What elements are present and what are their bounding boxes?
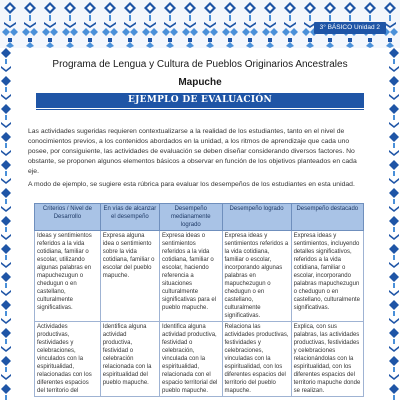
rubric-cell: Expresa ideas y sentimientos, incluyendo detalles significativos, referidos a la vida cotidiana, familiar o escolar, incorporando palabras mapuchezugun o chedugun o en castellano, culturalmente significativas. — [291, 231, 363, 322]
rubric-cell: Ideas y sentimientos referidos a la vida cotidiana, familiar o escolar, utilizando algunas palabras en mapuchezugun o chedugun o en castellano, culturalmente significativas. — [35, 231, 101, 322]
intro-paragraph: Las actividades sugeridas requieren contextualizarse a la realidad de los estudiantes, tanto en el nivel de conocimientos previos, a los contenidos abordados en la unidad, a los ritmos de aprendizaje que cada uno posee, por consiguiente, las actividades de evaluación se deben diseñar considerando diversos factores. No obstante, se proponen algunos elementos básicos a observar en función de los objetivos planteados en cada eje. — [28, 128, 357, 175]
rubric-header-row — [35, 204, 364, 231]
rubric-header-level-4: Desempeño destacado — [291, 204, 363, 231]
rubric-cell: Expresa alguna idea o sentimiento sobre la vida cotidiana, familiar o escolar del pueblo mapuche. — [100, 231, 159, 322]
table-row — [35, 231, 364, 322]
rubric-header-level-3: Desempeño logrado — [222, 204, 291, 231]
left-pattern-strip — [0, 48, 12, 400]
rubric-cell: Identifica alguna actividad productiva, festividad o celebración relacionada con la espiritualidad del pueblo mapuche. — [100, 322, 159, 397]
rubric-cell: Expresa ideas o sentimientos referidos a la vida cotidiana, familiar o escolar, haciendo referencia a situaciones culturalmente significativas para el pueblo mapuche. — [160, 231, 223, 322]
rubric-header-criteria: Criterios / Nivel de Desarrollo — [35, 204, 101, 231]
unit-badge: 3° BÁSICO Unidad 2 — [314, 22, 386, 34]
rubric-cell: Relaciona las actividades productivas, festividades y celebraciones, vinculadas con la espiritualidad, con los diferentes espacios del territorio del pueblo mapuche. — [222, 322, 291, 397]
rubric-cell: Expresa ideas y sentimientos referidos a la vida cotidiana, familiar o escolar, incorporando algunas palabras en mapuchezugun o chedugun o en castellano, culturalmente significativas. — [222, 231, 291, 322]
section-title-banner: EJEMPLO DE EVALUACIÓN — [36, 93, 364, 108]
table-row — [35, 322, 364, 397]
rubric-cell: Identifica alguna actividad productiva, festividad o celebración, vinculada con la espiritualidad, relacionada con el espacio territorial del pueblo mapuche. — [160, 322, 223, 397]
evaluation-rubric-table — [34, 203, 364, 397]
rubric-header-level-2: Desempeño medianamente logrado — [160, 204, 223, 231]
culture-name: Mapuche — [178, 77, 222, 88]
rubric-cell: Actividades productivas, festividades y celebraciones, vinculados con la espiritualidad, relacionadas con los diferentes espacios del territorio del — [35, 322, 101, 397]
rubric-cell: Explica, con sus palabras, las actividades productivas, festividades y celebraciones relacionándolas con la espiritualidad, con los diferentes espacios del territorio mapuche donde se realizan. — [291, 322, 363, 397]
rubric-header-level-1: En vías de alcanzar el desempeño — [100, 204, 159, 231]
right-pattern-strip — [388, 48, 400, 400]
program-title: Programa de Lengua y Cultura de Pueblos Originarios Ancestrales — [52, 59, 348, 70]
rubric-intro-paragraph: A modo de ejemplo, se sugiere esta rúbrica para evaluar los desempeños de los estudiantes en esta unidad. — [28, 181, 355, 188]
